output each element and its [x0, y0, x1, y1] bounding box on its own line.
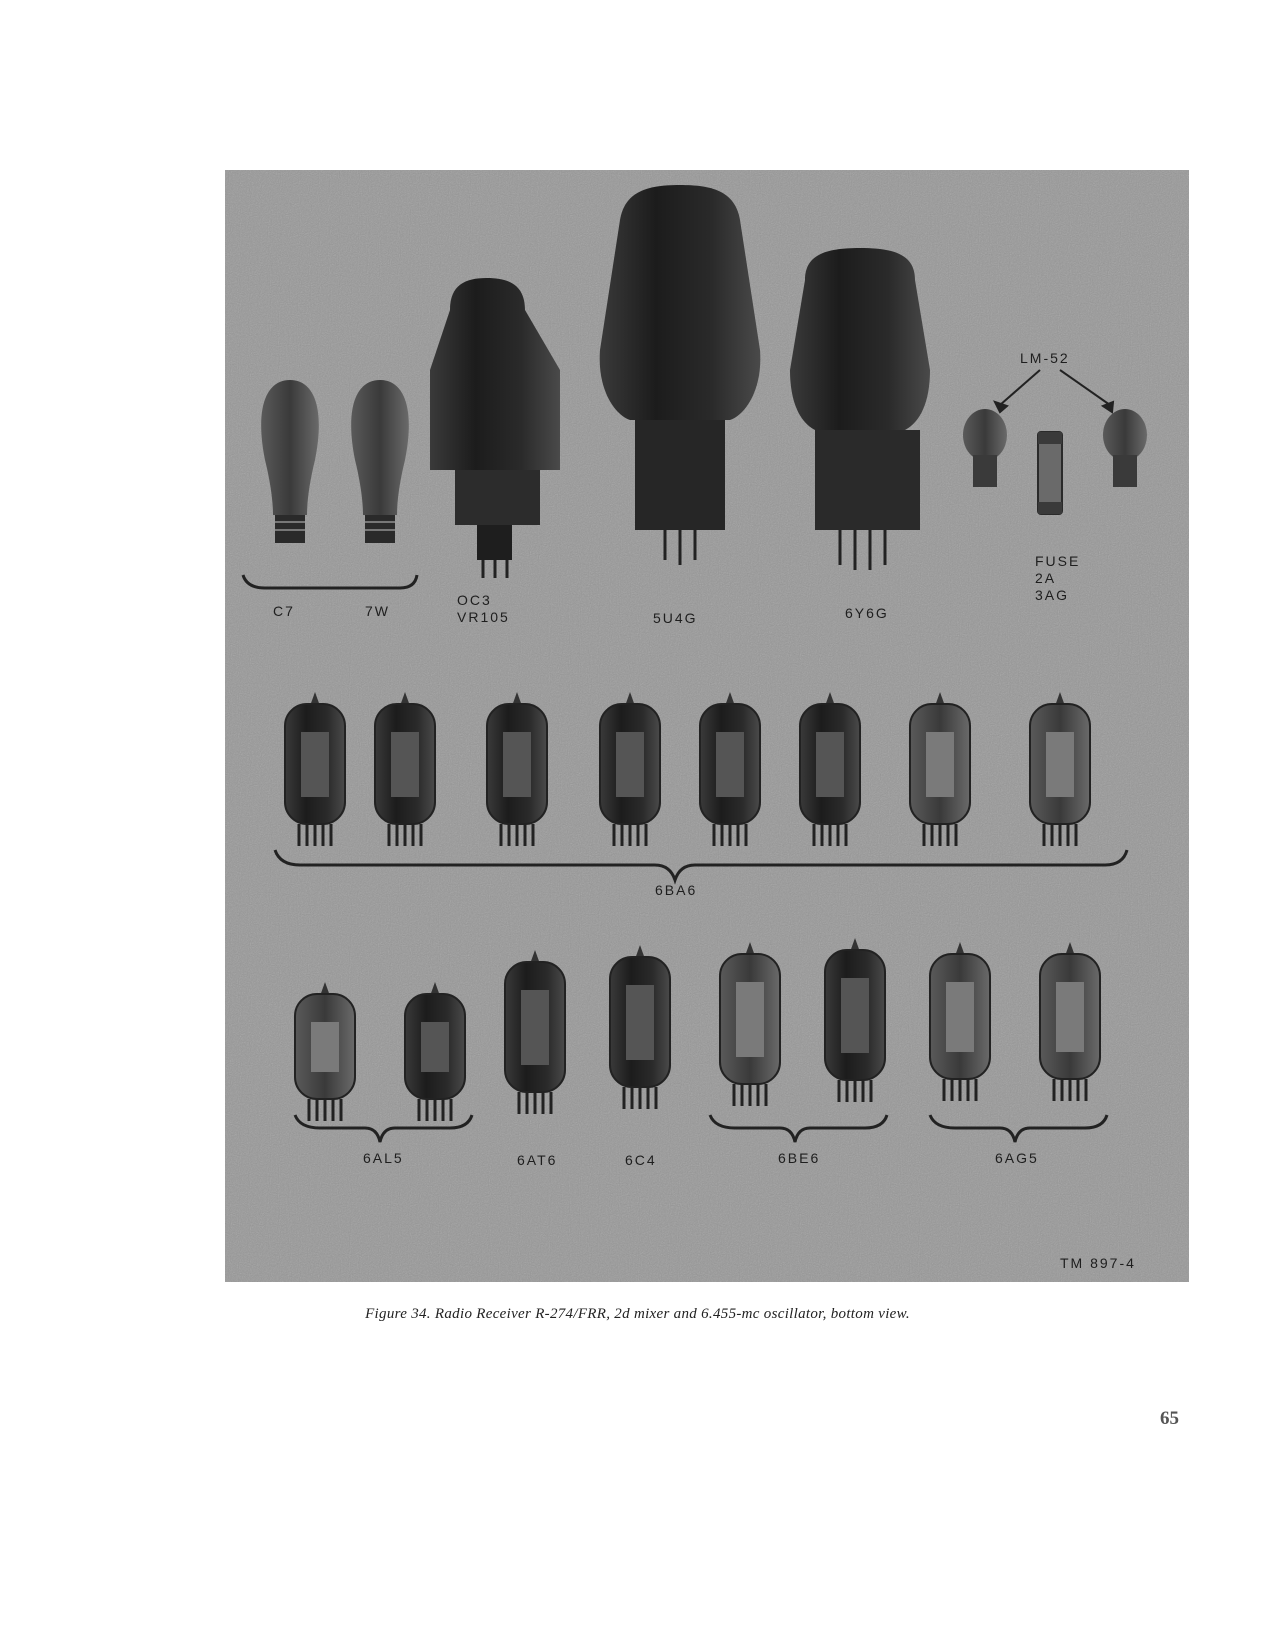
label-5u4g: 5U4G	[653, 610, 698, 626]
fuse	[1038, 432, 1062, 514]
label-fuse-2a-3ag: FUSE 2A 3AG	[1035, 553, 1081, 603]
label-6c4: 6C4	[625, 1152, 657, 1168]
tube-photograph	[225, 170, 1189, 1282]
label-6ag5: 6AG5	[995, 1150, 1039, 1166]
label-6al5: 6AL5	[363, 1150, 404, 1166]
label-c7: C7	[273, 603, 295, 619]
label-6ba6: 6BA6	[655, 882, 698, 898]
label-7w: 7W	[365, 603, 390, 619]
label-6be6: 6BE6	[778, 1150, 821, 1166]
figure-caption: Figure 34. Radio Receiver R-274/FRR, 2d mixer and 6.455-mc oscillator, bottom view.	[365, 1306, 910, 1322]
page-number: 65	[1160, 1408, 1179, 1429]
label-6y6g: 6Y6G	[845, 605, 889, 621]
label-6at6: 6AT6	[517, 1152, 558, 1168]
label-oc3-vr105: OC3 VR105	[457, 592, 510, 625]
label-tm-897-4: TM 897-4	[1060, 1255, 1136, 1271]
label-lm52: LM-52	[1020, 350, 1070, 366]
